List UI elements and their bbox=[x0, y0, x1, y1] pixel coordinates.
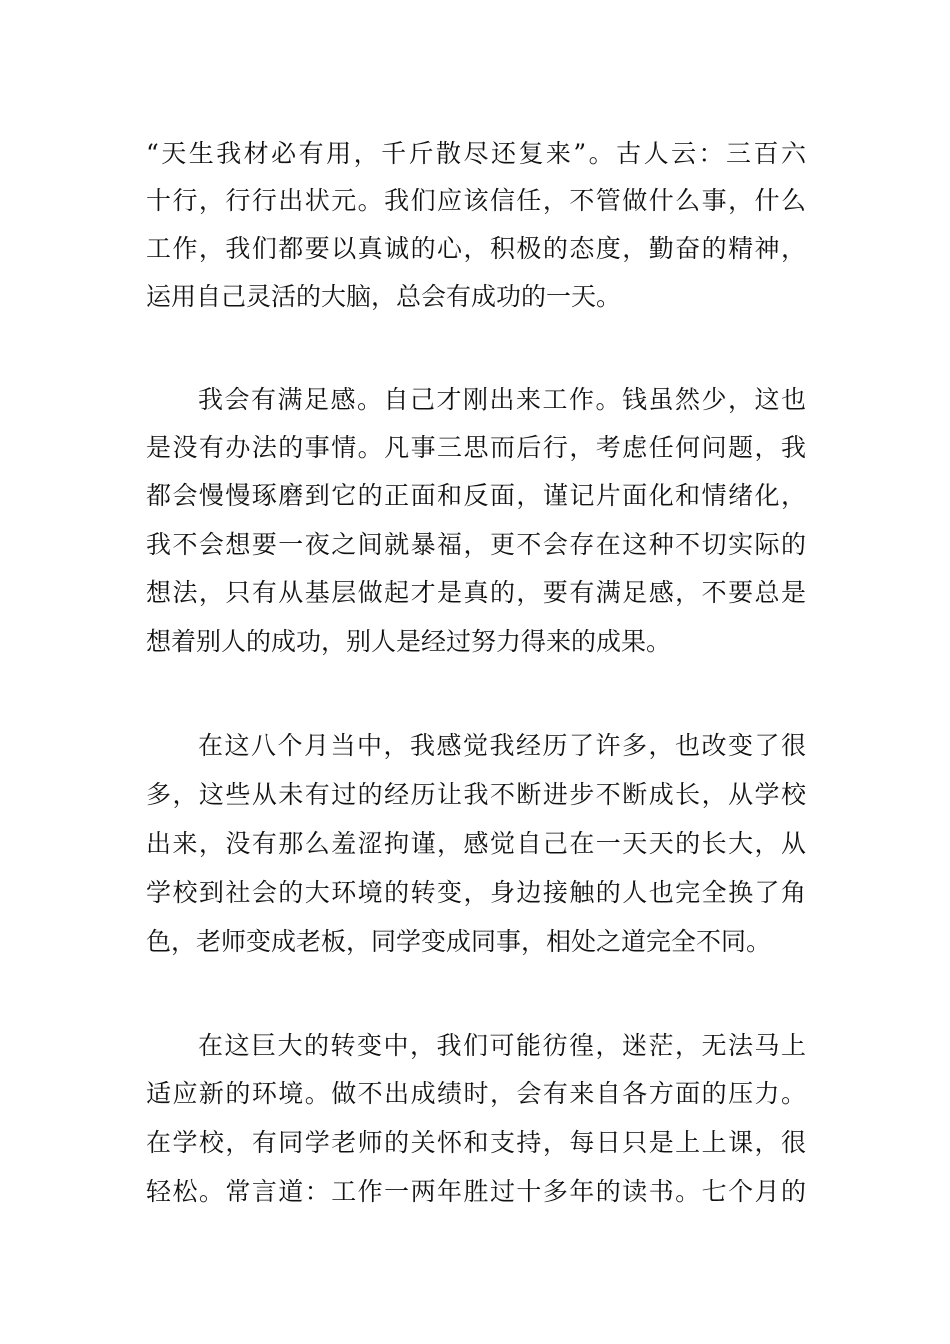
text-line: 想法，只有从基层做起才是真的，要有满足感，不要总是 bbox=[146, 578, 806, 607]
text-line: 想着别人的成功，别人是经过努力得来的成果。 bbox=[146, 627, 672, 656]
text-line: 我不会想要一夜之间就暴福，更不会存在这种不切实际的 bbox=[146, 530, 806, 559]
text-line: 十行，行行出状元。我们应该信任，不管做什么事，什么 bbox=[146, 186, 806, 215]
text-line: 色，老师变成老板，同学变成同事，相处之道完全不同。 bbox=[146, 927, 772, 956]
text-line: 适应新的环境。做不出成绩时，会有来自各方面的压力。 bbox=[146, 1079, 806, 1108]
text-line: 运用自己灵活的大脑，总会有成功的一天。 bbox=[146, 282, 622, 311]
text-line: 是没有办法的事情。凡事三思而后行，考虑任何问题，我 bbox=[146, 433, 806, 462]
text-line: 多，这些从未有过的经历让我不断进步不断成长，从学校 bbox=[146, 780, 806, 809]
text-line: 学校到社会的大环境的转变，身边接触的人也完全换了角 bbox=[146, 878, 806, 907]
text-line: 工作，我们都要以真诚的心，积极的态度，勤奋的精神， bbox=[146, 234, 806, 263]
text-line: 在学校，有同学老师的关怀和支持，每日只是上上课，很 bbox=[146, 1128, 806, 1157]
text-line: 在这八个月当中，我感觉我经历了许多，也改变了很 bbox=[198, 731, 806, 760]
text-line: 出来，没有那么羞涩拘谨，感觉自己在一天天的长大，从 bbox=[146, 829, 806, 858]
text-line: 轻松。常言道：工作一两年胜过十多年的读书。七个月的 bbox=[146, 1177, 806, 1206]
text-line: “天生我材必有用，千斤散尽还复来”。古人云：三百六 bbox=[146, 139, 806, 168]
text-line: 都会慢慢琢磨到它的正面和反面，谨记片面化和情绪化， bbox=[146, 481, 806, 510]
text-line: 我会有满足感。自己才刚出来工作。钱虽然少，这也 bbox=[198, 385, 806, 414]
text-line: 在这巨大的转变中，我们可能彷徨，迷茫，无法马上 bbox=[198, 1031, 806, 1060]
